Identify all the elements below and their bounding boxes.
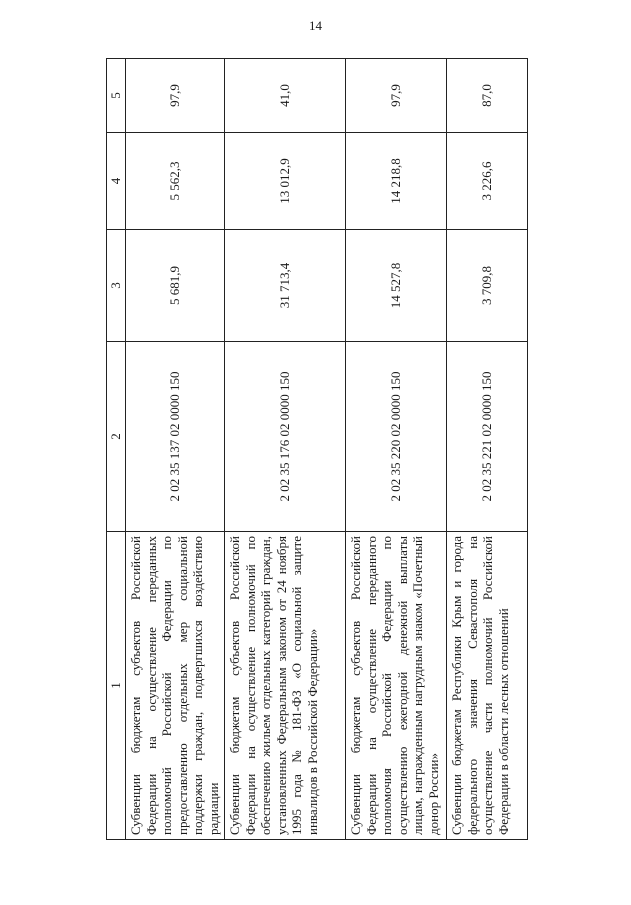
header-cell: 2	[107, 342, 126, 532]
row-code: 2 02 35 220 02 0000 150	[346, 342, 447, 532]
row-col4-value: 13 012,9	[225, 133, 346, 230]
row-description: Субвенции бюджетам субъектов Российской Федерации на осуществление переданных полномочий Российской Федерации по предоставлению отдельных мер социальной поддержки граждан, подвергшихся воздействию радиации	[126, 532, 225, 840]
row-col3-value: 14 527,8	[346, 230, 447, 342]
budget-table	[106, 58, 528, 840]
rotated-table-container	[106, 59, 524, 840]
row-code: 2 02 35 176 02 0000 150	[225, 342, 346, 532]
row-description: Субвенции бюджетам Республики Крым и города федерального значения Севастополя на осуществление части полномочий Российской Федерации в области лесных отношений	[447, 532, 528, 840]
row-description: Субвенции бюджетам субъектов Российской Федерации на осуществление переданного полномочия Российской Федерации по осуществлению ежегодной денежной выплаты лицам, награжденным нагрудным знаком «Почетный донор России»	[346, 532, 447, 840]
row-col5-value: 97,9	[126, 59, 225, 133]
table-header-row	[107, 59, 126, 840]
row-code: 2 02 35 137 02 0000 150	[126, 342, 225, 532]
row-code: 2 02 35 221 02 0000 150	[447, 342, 528, 532]
row-col4-value: 5 562,3	[126, 133, 225, 230]
row-col3-value: 3 709,8	[447, 230, 528, 342]
header-cell: 5	[107, 59, 126, 133]
table-row	[126, 59, 225, 840]
table-row	[447, 59, 528, 840]
row-col5-value: 87,0	[447, 59, 528, 133]
row-col4-value: 3 226,6	[447, 133, 528, 230]
header-cell: 4	[107, 133, 126, 230]
row-col5-value: 97,9	[346, 59, 447, 133]
row-col5-value: 41,0	[225, 59, 346, 133]
row-col3-value: 31 713,4	[225, 230, 346, 342]
table-row	[346, 59, 447, 840]
table-row	[225, 59, 346, 840]
row-description: Субвенции бюджетам субъектов Российской Федерации на осуществление полномочий по обеспечению жильем отдельных категорий граждан, установленных Федеральным законом от 24 ноября 1995 года № 181-ФЗ «О социальной защите инвалидов в Российской Федерации»	[225, 532, 346, 840]
row-col3-value: 5 681,9	[126, 230, 225, 342]
header-cell: 1	[107, 532, 126, 840]
header-cell: 3	[107, 230, 126, 342]
row-col4-value: 14 218,8	[346, 133, 447, 230]
page-number: 14	[309, 18, 322, 33]
